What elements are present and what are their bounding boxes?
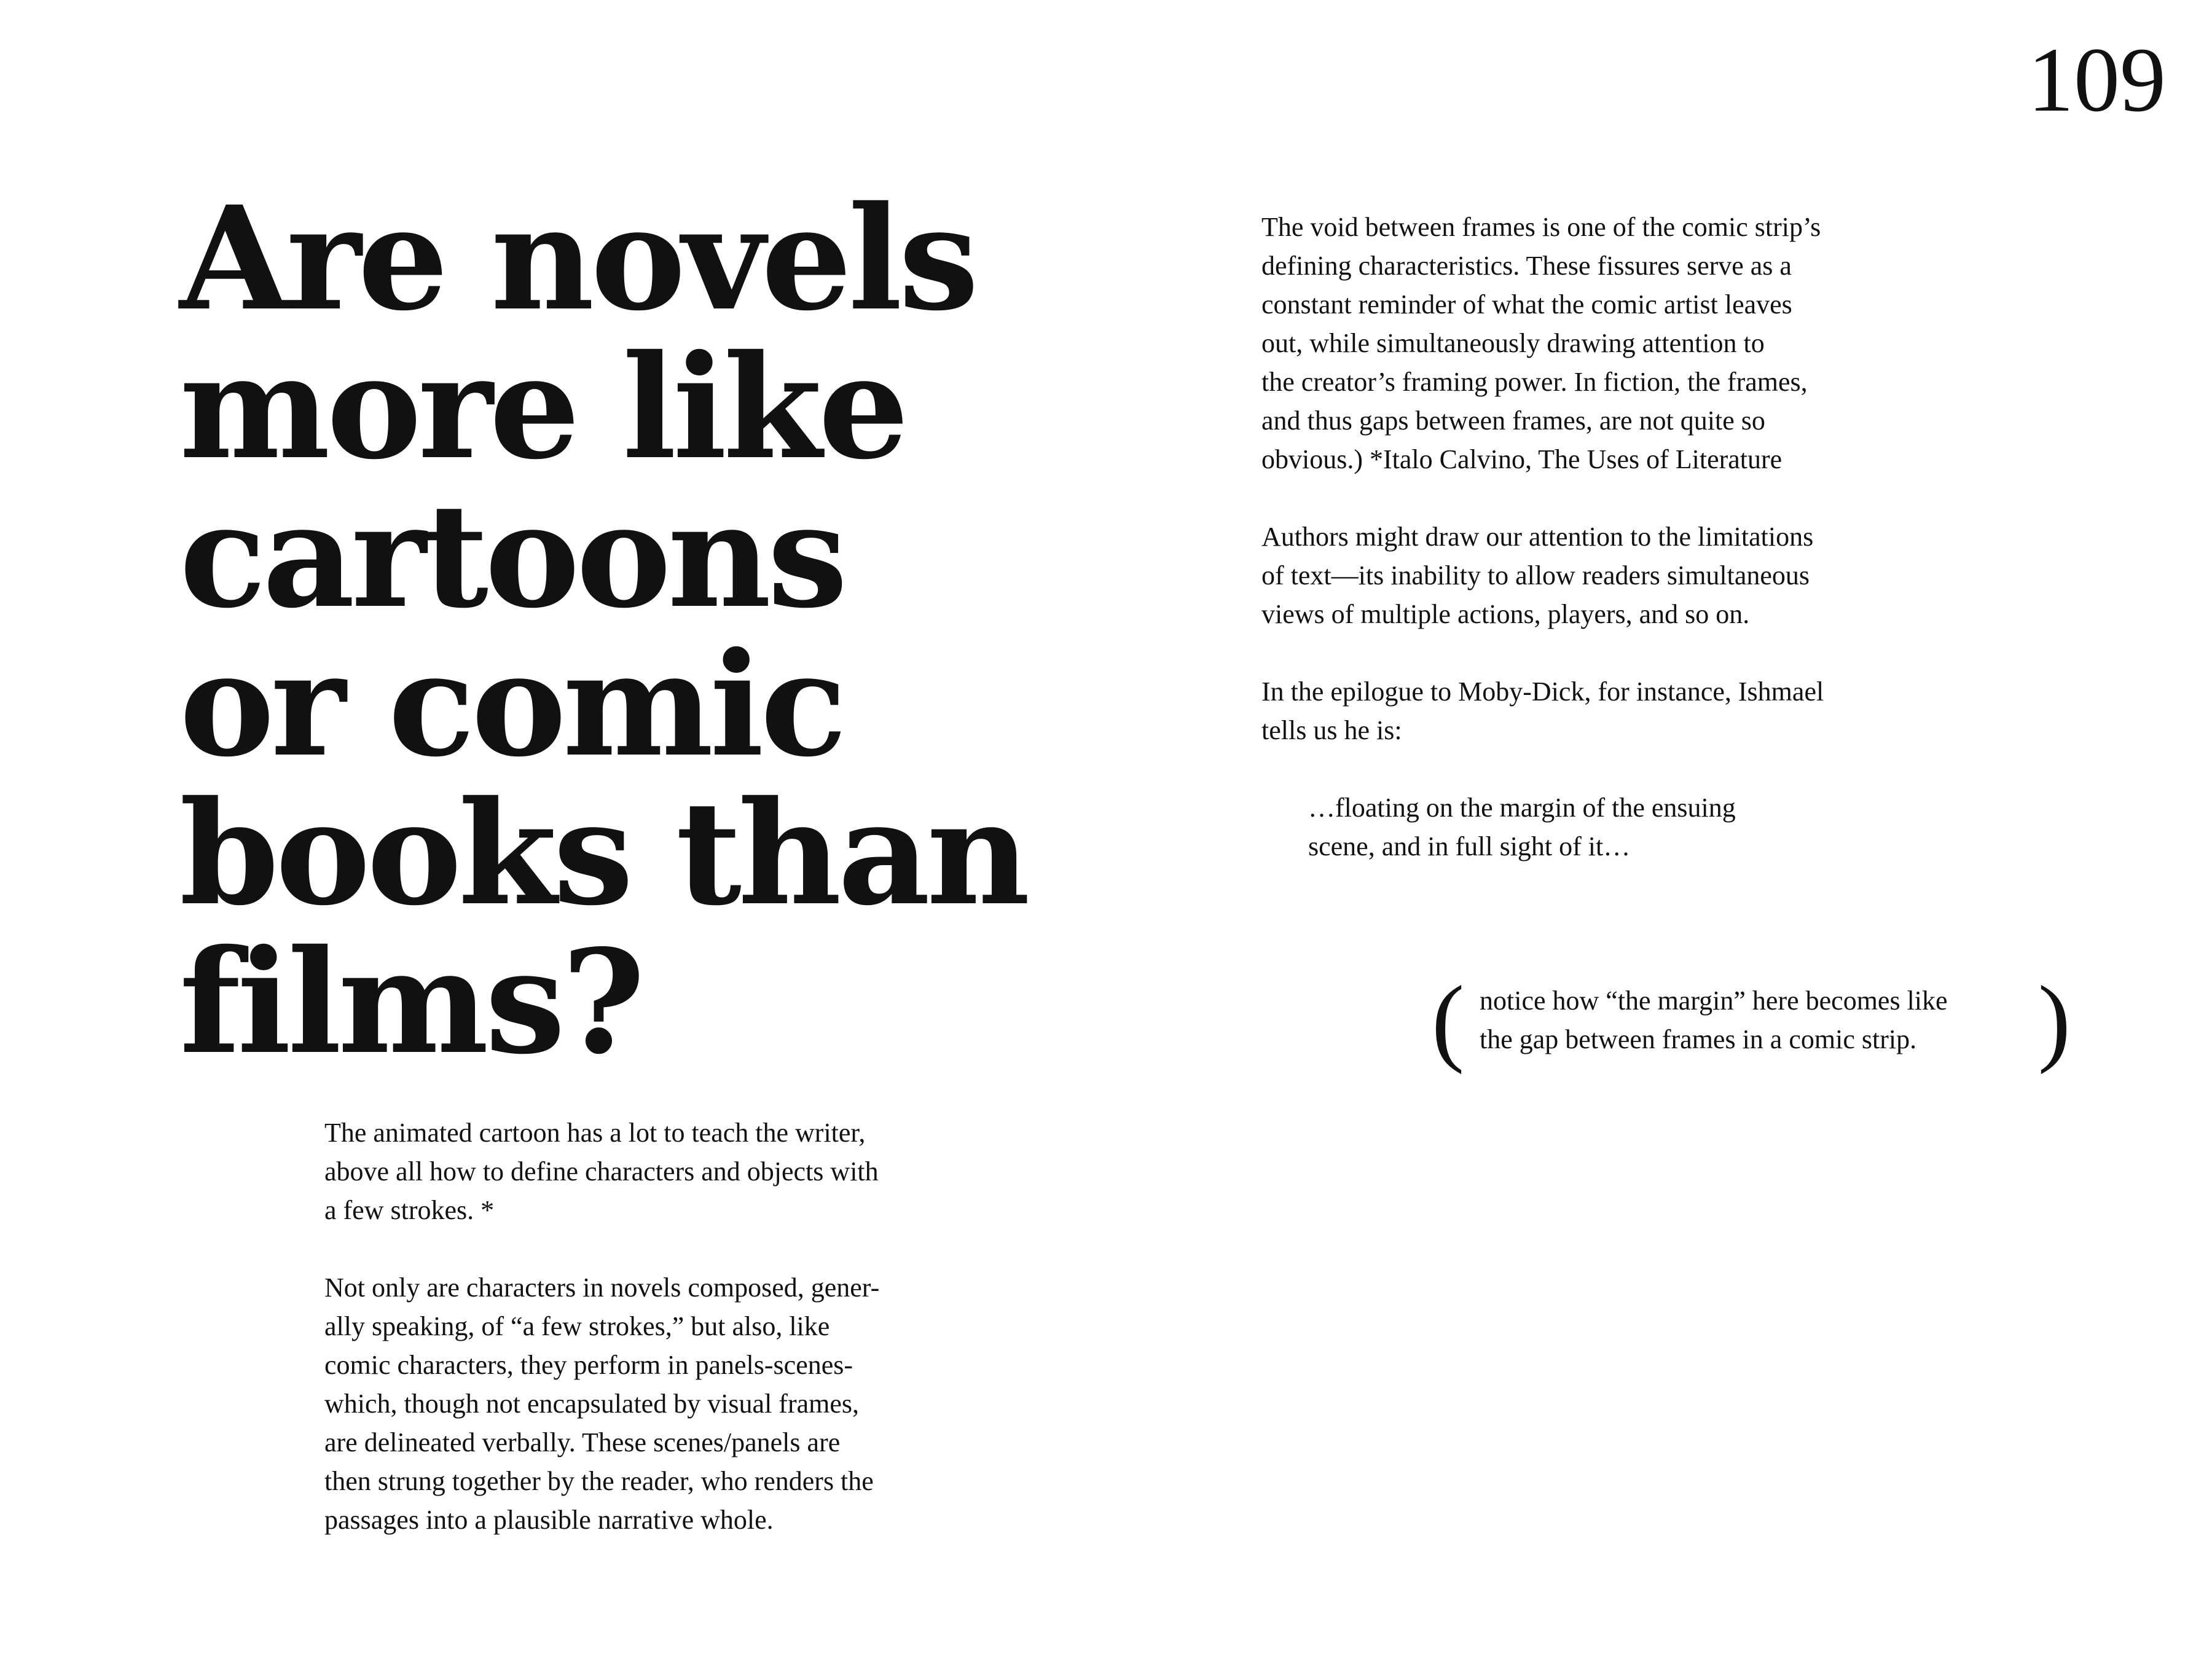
- text-line: defining characteristics. These fissures serve as a: [1261, 251, 1792, 281]
- left-paragraph-cartoon: [324, 1113, 1000, 1230]
- right-paragraph-void: [1261, 208, 1956, 479]
- left-paragraph-characters: [324, 1268, 1000, 1539]
- text-line: views of multiple actions, players, and so on.: [1261, 599, 1750, 629]
- text-line: Authors might draw our attention to the limitations: [1261, 522, 1814, 552]
- page-number: 109: [2028, 29, 2166, 131]
- text-line: The void between frames is one of the comic strip’s: [1261, 212, 1821, 242]
- right-column: [1261, 208, 1956, 866]
- text-line: comic characters, they perform in panels-scenes-: [324, 1350, 853, 1380]
- headline-line: Are novels: [179, 175, 976, 342]
- headline-line: books than: [179, 769, 1027, 937]
- text-line: passages into a plausible narrative whole.: [324, 1505, 774, 1535]
- right-paragraph-authors: [1261, 517, 1956, 633]
- headline-line: films?: [179, 918, 642, 1086]
- headline-line: more like: [179, 323, 906, 491]
- note-line: notice how “the margin” here becomes like: [1480, 986, 1948, 1016]
- open-parenthesis: (: [1432, 965, 1465, 1075]
- text-line: which, though not encapsulated by visual frames,: [324, 1389, 860, 1419]
- note-line: the gap between frames in a comic strip.: [1480, 1024, 1917, 1054]
- text-line: and thus gaps between frames, are not quite so: [1261, 406, 1765, 436]
- moby-dick-quote: [1308, 788, 1861, 866]
- headline-line: or comic: [179, 621, 844, 788]
- margin-note-text: [1480, 981, 1948, 1059]
- text-line: above all how to define characters and objects with: [324, 1156, 879, 1186]
- text-line: are delineated verbally. These scenes/panels are: [324, 1427, 841, 1457]
- text-line: The animated cartoon has a lot to teach the writer,: [324, 1118, 866, 1148]
- quote-line: …floating on the margin of the ensuing: [1308, 793, 1736, 823]
- text-line: In the epilogue to Moby-Dick, for instance, Ishmael: [1261, 677, 1824, 707]
- text-line: obvious.) *Italo Calvino, The Uses of Literature: [1261, 444, 1783, 474]
- left-column: [324, 1113, 1000, 1539]
- text-line: ally speaking, of “a few strokes,” but also, like: [324, 1311, 830, 1341]
- text-line: out, while simultaneously drawing attention to: [1261, 328, 1765, 358]
- text-line: the creator’s framing power. In fiction, the frames,: [1261, 367, 1808, 397]
- headline-line: cartoons: [179, 472, 844, 640]
- quote-line: scene, and in full sight of it…: [1308, 831, 1631, 861]
- close-parenthesis: ): [2037, 965, 2071, 1075]
- text-line: then strung together by the reader, who renders the: [324, 1466, 874, 1496]
- text-line: a few strokes. *: [324, 1195, 495, 1225]
- text-line: of text—its inability to allow readers simultaneous: [1261, 560, 1810, 590]
- text-line: tells us he is:: [1261, 715, 1402, 745]
- text-line: constant reminder of what the comic artist leaves: [1261, 289, 1792, 320]
- right-paragraph-epilogue: [1261, 672, 1956, 750]
- margin-note: [1432, 965, 2071, 1078]
- headline: [179, 175, 1101, 1086]
- text-line: Not only are characters in novels composed, gener-: [324, 1273, 880, 1303]
